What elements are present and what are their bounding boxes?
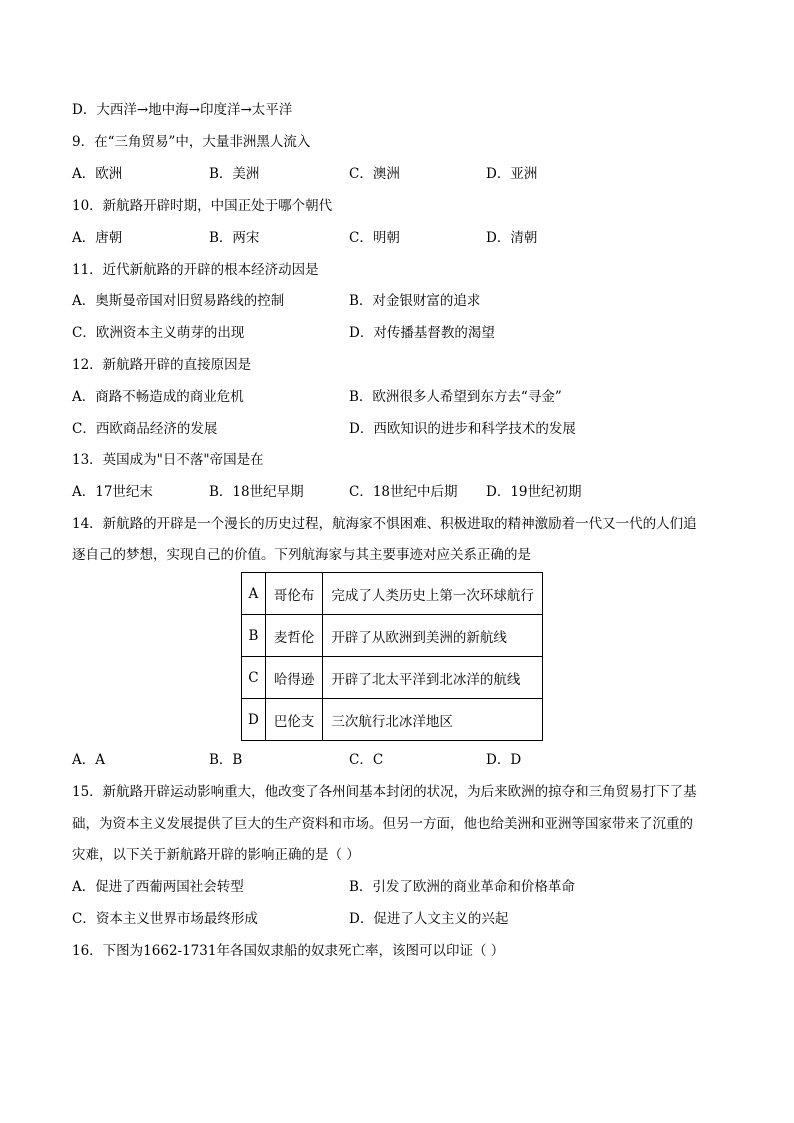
q12-option-b: B．欧洲很多人希望到东方去“寻金”: [349, 389, 562, 405]
q14-option-c: C．C: [349, 752, 384, 768]
q11-option-c: C．欧洲资本主义萌芽的出现: [72, 325, 245, 341]
navigator-deed: 三次航行北冰洋地区: [323, 699, 543, 741]
q13-option-d: D．19世纪初期: [486, 484, 582, 500]
q14-option-d: D．D: [486, 752, 522, 768]
q9-option-a: A．欧洲: [72, 166, 123, 182]
q10-option-b: B．两宋: [209, 230, 260, 246]
q12-stem: 12．新航路开辟的直接原因是: [72, 357, 252, 373]
q9-option-b: B．美洲: [209, 166, 260, 182]
q12-option-a: A．商路不畅造成的商业危机: [72, 389, 244, 405]
q13-option-c: C．18世纪中后期: [349, 484, 458, 500]
table-row: [242, 657, 543, 699]
q10-option-a: A．唐朝: [72, 230, 123, 246]
q15-option-c: C．资本主义世界市场最终形成: [72, 911, 258, 927]
navigator-table: [241, 572, 543, 741]
q8-option-d: D．大西洋→地中海→印度洋→太平洋: [72, 102, 293, 118]
q10-option-c: C．明朝: [349, 230, 400, 246]
table-row: [242, 573, 543, 615]
row-key: C: [242, 657, 266, 699]
q11-stem: 11．近代新航路的开辟的根本经济动因是: [72, 262, 319, 278]
navigator-name: 哥伦布: [265, 573, 323, 615]
row-key: D: [242, 699, 266, 741]
q15-stem-line-2: 础，为资本主义发展提供了巨大的生产资料和市场。但另一方面，他也给美洲和亚洲等国家带来了沉重的: [72, 816, 693, 832]
q14-option-a: A．A: [72, 752, 105, 768]
navigator-name: 巴伦支: [265, 699, 323, 741]
q13-option-b: B．18世纪早期: [209, 484, 304, 500]
q14-stem-line-2: 逐自己的梦想，实现自己的价值。下列航海家与其主要事迹对应关系正确的是: [72, 547, 531, 563]
q15-option-b: B．引发了欧洲的商业革命和价格革命: [349, 879, 575, 895]
q10-stem: 10．新航路开辟时期，中国正处于哪个朝代: [72, 198, 333, 214]
navigator-deed: 开辟了从欧洲到美洲的新航线: [323, 615, 543, 657]
q15-stem-line-3: 灾难，以下关于新航路开辟的影响正确的是（ ）: [72, 847, 360, 863]
q14-option-b: B．B: [209, 752, 243, 768]
q10-option-d: D．清朝: [486, 230, 538, 246]
q9-option-d: D．亚洲: [486, 166, 538, 182]
q15-option-a: A．促进了西葡两国社会转型: [72, 879, 244, 895]
navigator-name: 麦哲伦: [265, 615, 323, 657]
q12-option-d: D．西欧知识的进步和科学技术的发展: [349, 421, 576, 437]
navigator-deed: 完成了人类历史上第一次环球航行: [323, 573, 543, 615]
table-row: [242, 615, 543, 657]
q14-stem-line-1: 14．新航路的开辟是一个漫长的历史过程，航海家不惧困难、积极进取的精神激励着一代又一代的人们追: [72, 516, 697, 532]
q16-stem: 16．下图为1662-1731年各国奴隶船的奴隶死亡率，该图可以印证（ ）: [72, 943, 505, 959]
q9-option-c: C．澳洲: [349, 166, 400, 182]
row-key: A: [242, 573, 266, 615]
table-row: [242, 699, 543, 741]
q11-option-b: B．对金银财富的追求: [349, 293, 481, 309]
q13-stem: 13．英国成为"日不落"帝国是在: [72, 452, 264, 468]
navigator-deed: 开辟了北太平洋到北冰洋的航线: [323, 657, 543, 699]
q13-option-a: A．17世纪末: [72, 484, 153, 500]
q9-stem: 9．在“三角贸易”中，大量非洲黑人流入: [72, 134, 311, 150]
q11-option-d: D．对传播基督教的渴望: [349, 325, 495, 341]
row-key: B: [242, 615, 266, 657]
q15-option-d: D．促进了人文主义的兴起: [349, 911, 509, 927]
q11-option-a: A．奥斯曼帝国对旧贸易路线的控制: [72, 293, 285, 309]
q15-stem-line-1: 15．新航路开辟运动影响重大，他改变了各州间基本封闭的状况，为后来欧洲的掠夺和三角贸易打下了基: [72, 784, 697, 800]
navigator-name: 哈得逊: [265, 657, 323, 699]
q12-option-c: C．西欧商品经济的发展: [72, 421, 218, 437]
